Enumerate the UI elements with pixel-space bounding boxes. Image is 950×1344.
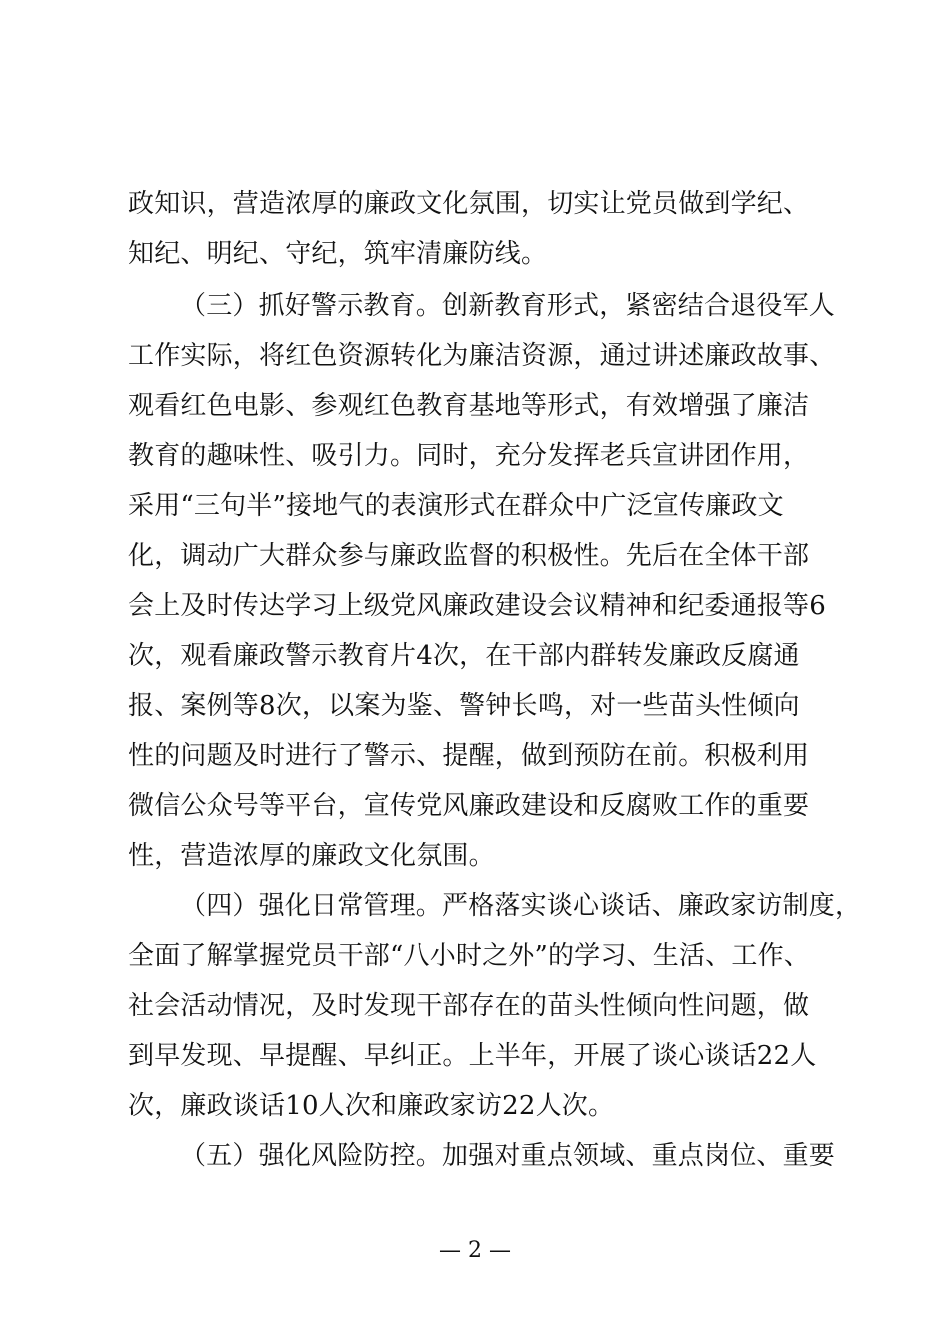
paragraph-5-heading-line: （五）强化风险防控。加强对重点领域、重点岗位、重要 <box>180 1141 836 1171</box>
text-line-10: 次，观看廉政警示教育片4次，在干部内群转发廉政反腐通 <box>128 641 800 671</box>
text-line-1: 政知识，营造浓厚的廉政文化氛围，切实让党员做到学纪、 <box>128 189 810 219</box>
paragraph-3-heading-line: （三）抓好警示教育。创新教育形式，紧密结合退役军人 <box>180 291 836 321</box>
text-line-13: 微信公众号等平台，宣传党风廉政建设和反腐败工作的重要 <box>128 791 810 821</box>
text-line-11: 报、案例等8次，以案为鉴、警钟长鸣，对一些苗头性倾向 <box>128 691 800 721</box>
text-line-19: 次，廉政谈话10人次和廉政家访22人次。 <box>128 1091 615 1121</box>
text-line-17: 社会活动情况，及时发现干部存在的苗头性倾向性问题，做 <box>128 991 810 1021</box>
text-line-4: 工作实际，将红色资源转化为廉洁资源，通过讲述廉政故事、 <box>128 341 836 371</box>
text-line-12: 性的问题及时进行了警示、提醒，做到预防在前。积极利用 <box>128 741 810 771</box>
text-line-2: 知纪、明纪、守纪，筑牢清廉防线。 <box>128 239 548 269</box>
paragraph-4-heading-line: （四）强化日常管理。严格落实谈心谈话、廉政家访制度， <box>180 891 862 921</box>
text-line-18: 到早发现、早提醒、早纠正。上半年，开展了谈心谈话22人 <box>128 1041 817 1071</box>
page-number: — 2 — <box>439 1238 511 1263</box>
text-line-8: 化，调动广大群众参与廉政监督的积极性。先后在全体干部 <box>128 541 810 571</box>
text-line-7: 采用“三句半”接地气的表演形式在群众中广泛宣传廉政文 <box>128 491 784 521</box>
text-line-5: 观看红色电影、参观红色教育基地等形式，有效增强了廉洁 <box>128 391 810 421</box>
text-line-14: 性，营造浓厚的廉政文化氛围。 <box>128 841 495 871</box>
text-line-16: 全面了解掌握党员干部“八小时之外”的学习、生活、工作、 <box>128 941 810 971</box>
text-line-6: 教育的趣味性、吸引力。同时，充分发挥老兵宣讲团作用， <box>128 441 810 471</box>
text-line-9: 会上及时传达学习上级党风廉政建设会议精神和纪委通报等6 <box>128 591 826 621</box>
